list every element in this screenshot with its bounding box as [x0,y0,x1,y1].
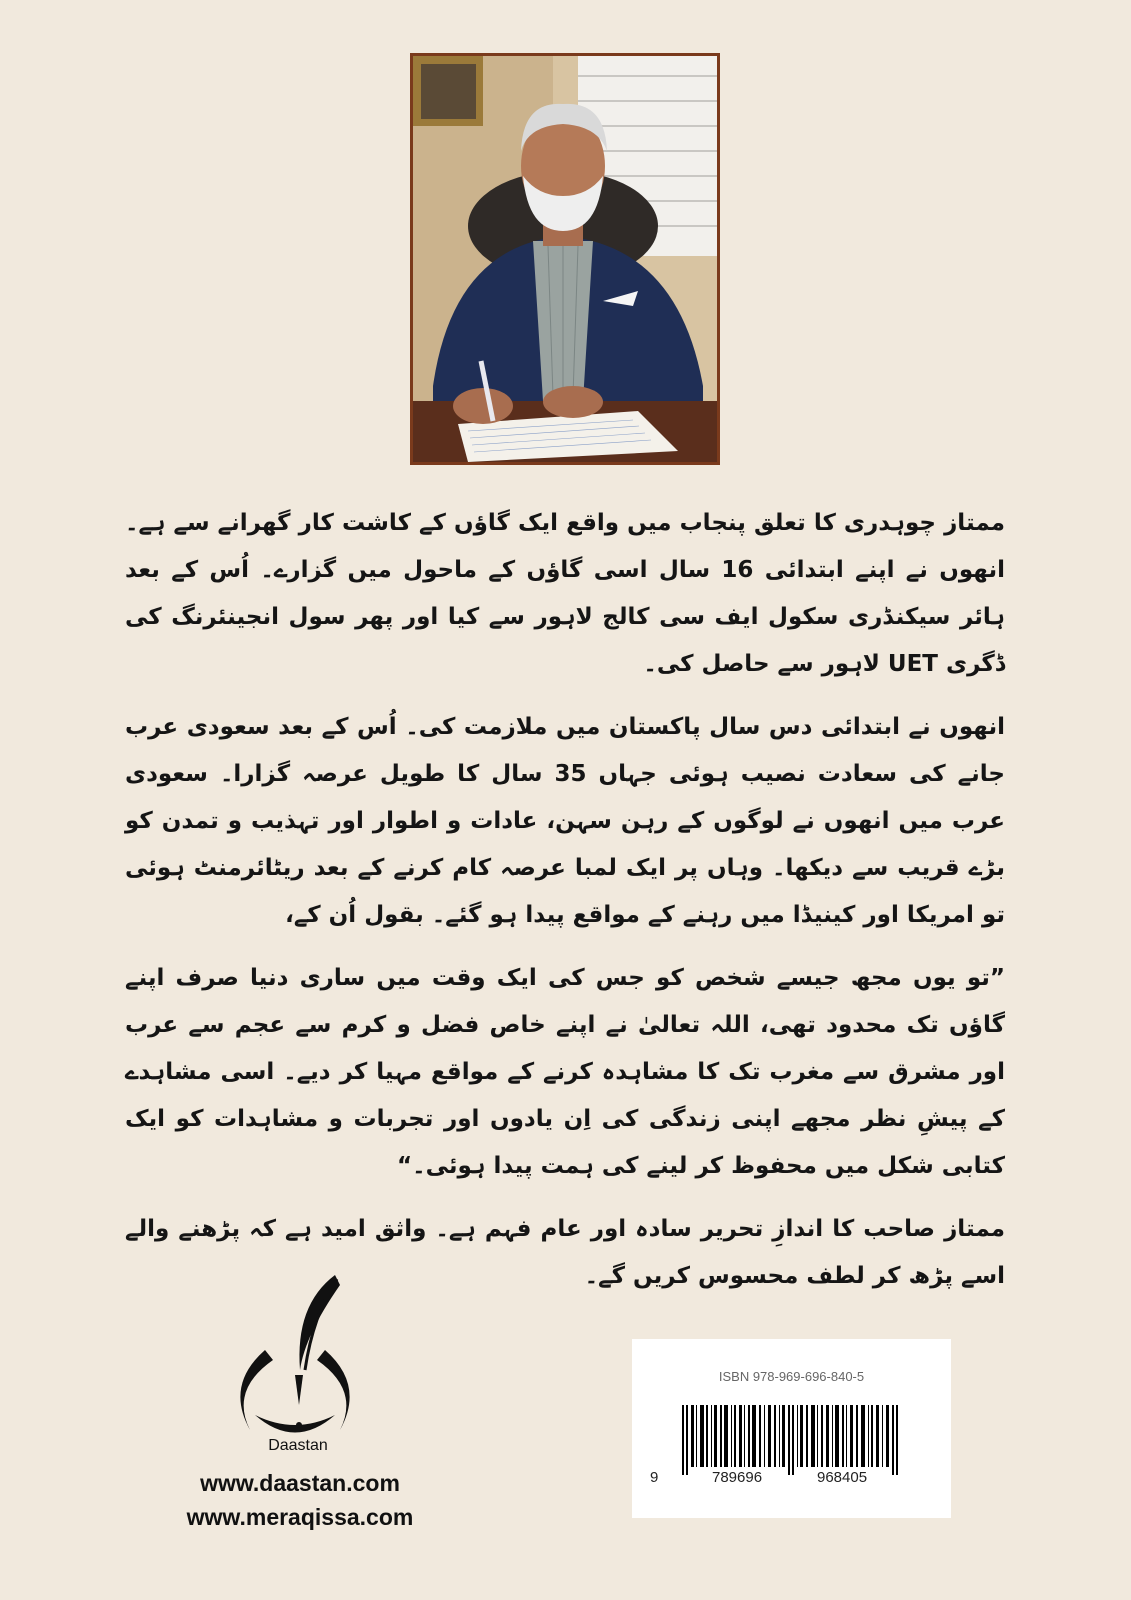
website-link-meraqissa[interactable]: www.meraqissa.com [186,1504,414,1530]
barcode-bars-icon [682,1405,912,1475]
bio-paragraph-4: ممتاز صاحب کا اندازِ تحریر سادہ اور عام فہم ہے۔ واثق امید ہے کہ پڑھنے والے اسے پڑھ کر لطف محسوس کریں گے۔ [125,1216,1005,1289]
bio-paragraph-3: ”تو یوں مجھ جیسے شخص کو جس کی ایک وقت میں ساری دنیا صرف اپنے گاؤں تک محدود تھی، اللہ تعالیٰ نے اپنے خاص فضل و کرم سے عجم سے عرب اور مشرق سے مغرب تک کا مشاہدہ کرنے کے مواقع مہیا کر دیے۔ اسی مشاہدے کے پیشِ نظر مجھے اپنی زندگی کی اِن یادوں اور تجربات و مشاہدات کو ایک کتابی شکل میں محفوظ کر لینے کی ہمت پیدا ہوئی۔“ [125,965,1005,1179]
author-photo [410,53,720,465]
publisher-name: Daastan [268,1437,328,1454]
website-link-daastan[interactable]: www.daastan.com [200,1470,400,1496]
quill-logo-icon [225,1275,365,1445]
bio-paragraph-1: ممتاز چوہدری کا تعلق پنجاب میں واقع ایک گاؤں کے کاشت کار گھرانے سے ہے۔ انھوں نے اپنے ابتدائی 16 سال اسی گاؤں کے ماحول میں گزارے۔ اُس کے بعد ہائر سیکنڈری سکول ایف سی کالج لاہور سے کیا اور پھر سول انجینئرنگ کی ڈگری UET لاہور سے حاصل کی۔ [125,510,1006,677]
bio-paragraph-2: انھوں نے ابتدائی دس سال پاکستان میں ملازمت کی۔ اُس کے بعد سعودی عرب جانے کی سعادت نصیب ہوئی جہاں 35 سال کا طویل عرصہ گزارا۔ سعودی عرب میں انھوں نے لوگوں کے رہن سہن، عادات و اطوار اور تہذیب و تمدن کو بڑے قریب سے دیکھا۔ وہاں پر ایک لمبا عرصہ کام کرنے کے بعد ریٹائرمنٹ ہوئی تو امریکا اور کینیڈا میں رہنے کے مواقع پیدا ہو گئے۔ بقول اُن کے، [125,714,1005,928]
isbn-barcode [632,1339,951,1518]
barcode-digit-lead: 9 [650,1469,659,1486]
barcode-digits-right: 968405 [817,1469,868,1486]
publisher-logo [225,1275,365,1455]
isbn-label: ISBN 978-969-696-840-5 [718,1369,865,1384]
author-portrait-icon [413,56,717,462]
barcode-digits-left: 789696 [712,1469,763,1486]
author-bio [125,500,1005,1316]
